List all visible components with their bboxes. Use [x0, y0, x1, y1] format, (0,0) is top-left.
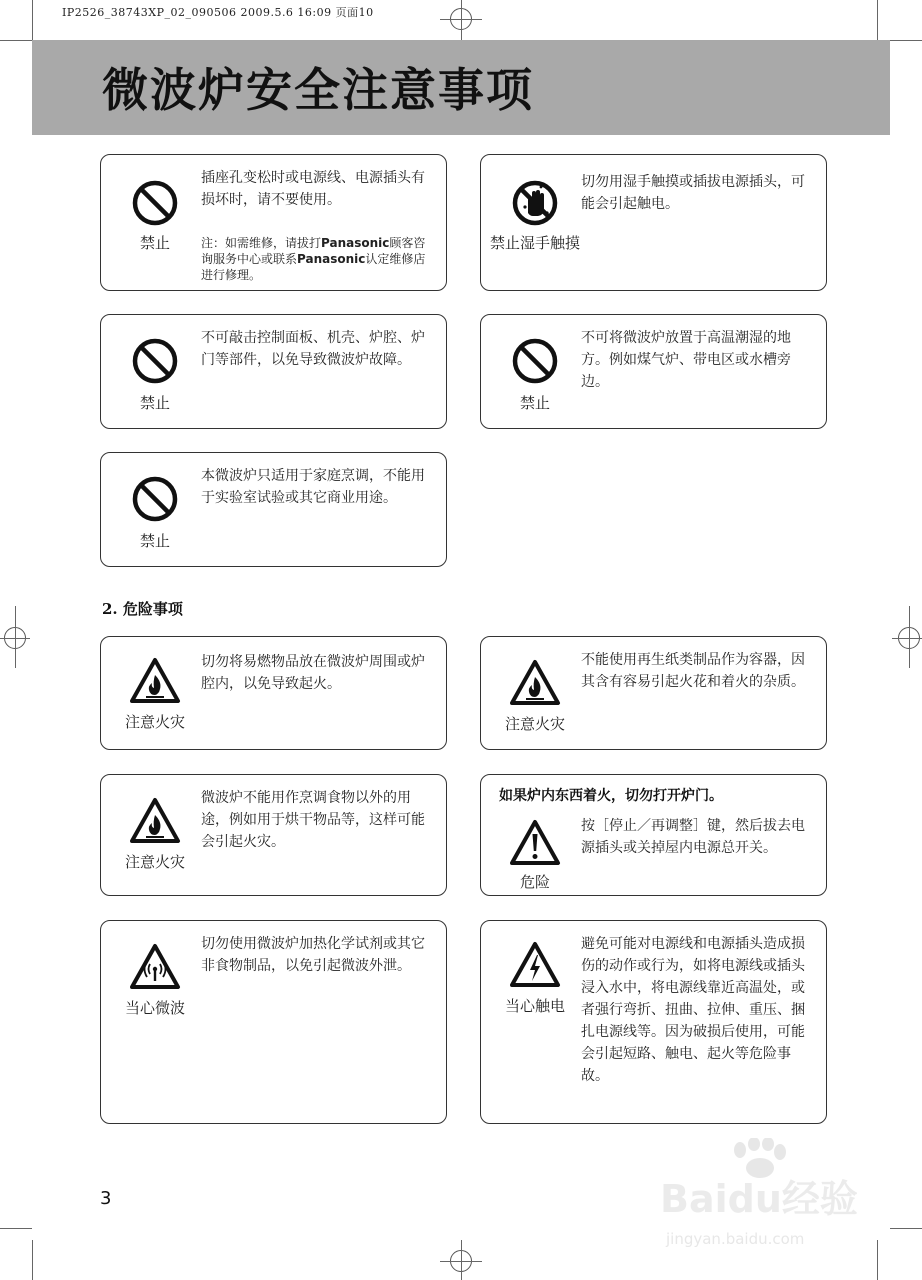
crop-mark	[15, 606, 16, 668]
prohibition-icon	[511, 337, 559, 385]
section-title: 2. 危险事项	[102, 600, 183, 618]
icon-label: 当心微波	[124, 999, 185, 1017]
icon-label: 注意火灾	[124, 853, 185, 871]
icon-label: 危险	[519, 873, 550, 891]
icon-label: 禁止	[139, 394, 170, 412]
crop-mark	[0, 638, 30, 639]
icon-label: 禁止湿手触摸	[489, 234, 580, 252]
danger-box	[100, 636, 447, 750]
brand-name: Panasonic	[297, 252, 366, 266]
no-wet-hands-icon	[511, 179, 559, 227]
crop-mark	[0, 40, 32, 41]
icon-label: 注意火灾	[504, 715, 565, 733]
box-text: 切勿使用微波炉加热化学试剂或其它非食物制品，以免引起微波外泄。	[201, 936, 425, 974]
crop-mark	[461, 1240, 462, 1280]
danger-box	[480, 636, 827, 750]
box-text: 不可敲击控制面板、机壳、炉腔、炉门等部件，以免导致微波炉故障。	[201, 330, 425, 368]
icon-label: 禁止	[139, 234, 170, 252]
icon-label: 当心触电	[504, 997, 565, 1015]
title-band	[32, 40, 890, 135]
prohibit-box	[100, 452, 447, 567]
box-text: 按［停止／再调整］键，然后拔去电源插头或关掉屋内电源总开关。	[581, 818, 805, 856]
box-note: 注：如需维修，请拔打Panasonic顾客咨询服务中心或联系Panasonic认定维修店进行修理。	[201, 236, 426, 282]
box-heading: 如果炉内东西着火，切勿打开炉门。	[499, 788, 723, 804]
brand-name: Panasonic	[321, 236, 390, 250]
box-text: 切勿将易燃物品放在微波炉周围或炉腔内，以免导致起火。	[201, 654, 425, 692]
crop-mark	[32, 0, 33, 40]
box-text: 本微波炉只适用于家庭烹调，不能用于实验室试验或其它商业用途。	[201, 468, 425, 506]
prohibit-box	[100, 314, 447, 429]
electric-shock-icon	[509, 941, 561, 989]
microwave-radiation-icon	[129, 943, 181, 991]
crop-mark	[892, 638, 922, 639]
prohibition-icon	[131, 337, 179, 385]
fire-warning-icon	[509, 659, 561, 707]
fire-warning-icon	[129, 797, 181, 845]
crop-mark	[890, 40, 922, 41]
icon-label: 注意火灾	[124, 713, 185, 731]
crop-mark	[877, 0, 878, 40]
watermark-url: jingyan.baidu.com	[666, 1230, 805, 1248]
danger-box	[480, 774, 827, 896]
box-text: 避免可能对电源线和电源插头造成损伤的动作或行为，如将电源线或插头浸入水中，将电源线靠近高温处，或者强行弯折、扭曲、拉伸、重压、捆扎电源线等。因为破损后使用，可能会引起短路、触电、起火等危险事故。	[581, 936, 805, 1084]
prohibition-icon	[131, 475, 179, 523]
crop-mark	[440, 19, 482, 20]
crop-mark	[0, 1228, 32, 1229]
crop-mark	[909, 606, 910, 668]
print-header: IP2526_38743XP_02_090506 2009.5.6 16:09 页面10	[62, 6, 374, 19]
page-number: 3	[100, 1188, 112, 1209]
box-text: 插座孔变松时或电源线、电源插头有损坏时，请不要使用。	[201, 170, 425, 208]
prohibit-box	[480, 314, 827, 429]
box-text: 微波炉不能用作烹调食物以外的用途，例如用于烘干物品等，这样可能会引起火灾。	[201, 790, 425, 850]
exclamation-warning-icon	[509, 819, 561, 867]
danger-box	[100, 920, 447, 1124]
page-title: 微波炉安全注意事项	[102, 63, 534, 117]
prohibit-box	[100, 154, 447, 291]
danger-box	[480, 920, 827, 1124]
danger-box	[100, 774, 447, 896]
box-text: 不可将微波炉放置于高温潮湿的地方。例如煤气炉、带电区或水槽旁边。	[581, 330, 791, 390]
crop-mark	[32, 1240, 33, 1280]
icon-label: 禁止	[519, 394, 550, 412]
box-text: 切勿用湿手触摸或插拔电源插头，可能会引起触电。	[581, 174, 805, 212]
crop-mark	[440, 1261, 482, 1262]
prohibit-box	[480, 154, 827, 291]
crop-mark	[461, 0, 462, 40]
icon-label: 禁止	[139, 532, 170, 550]
prohibition-icon	[131, 179, 179, 227]
box-text: 不能使用再生纸类制品作为容器，因其含有容易引起火花和着火的杂质。	[581, 652, 805, 690]
watermark-text: Baidu经验	[660, 1177, 858, 1221]
fire-warning-icon	[129, 657, 181, 705]
watermark	[660, 1138, 900, 1268]
